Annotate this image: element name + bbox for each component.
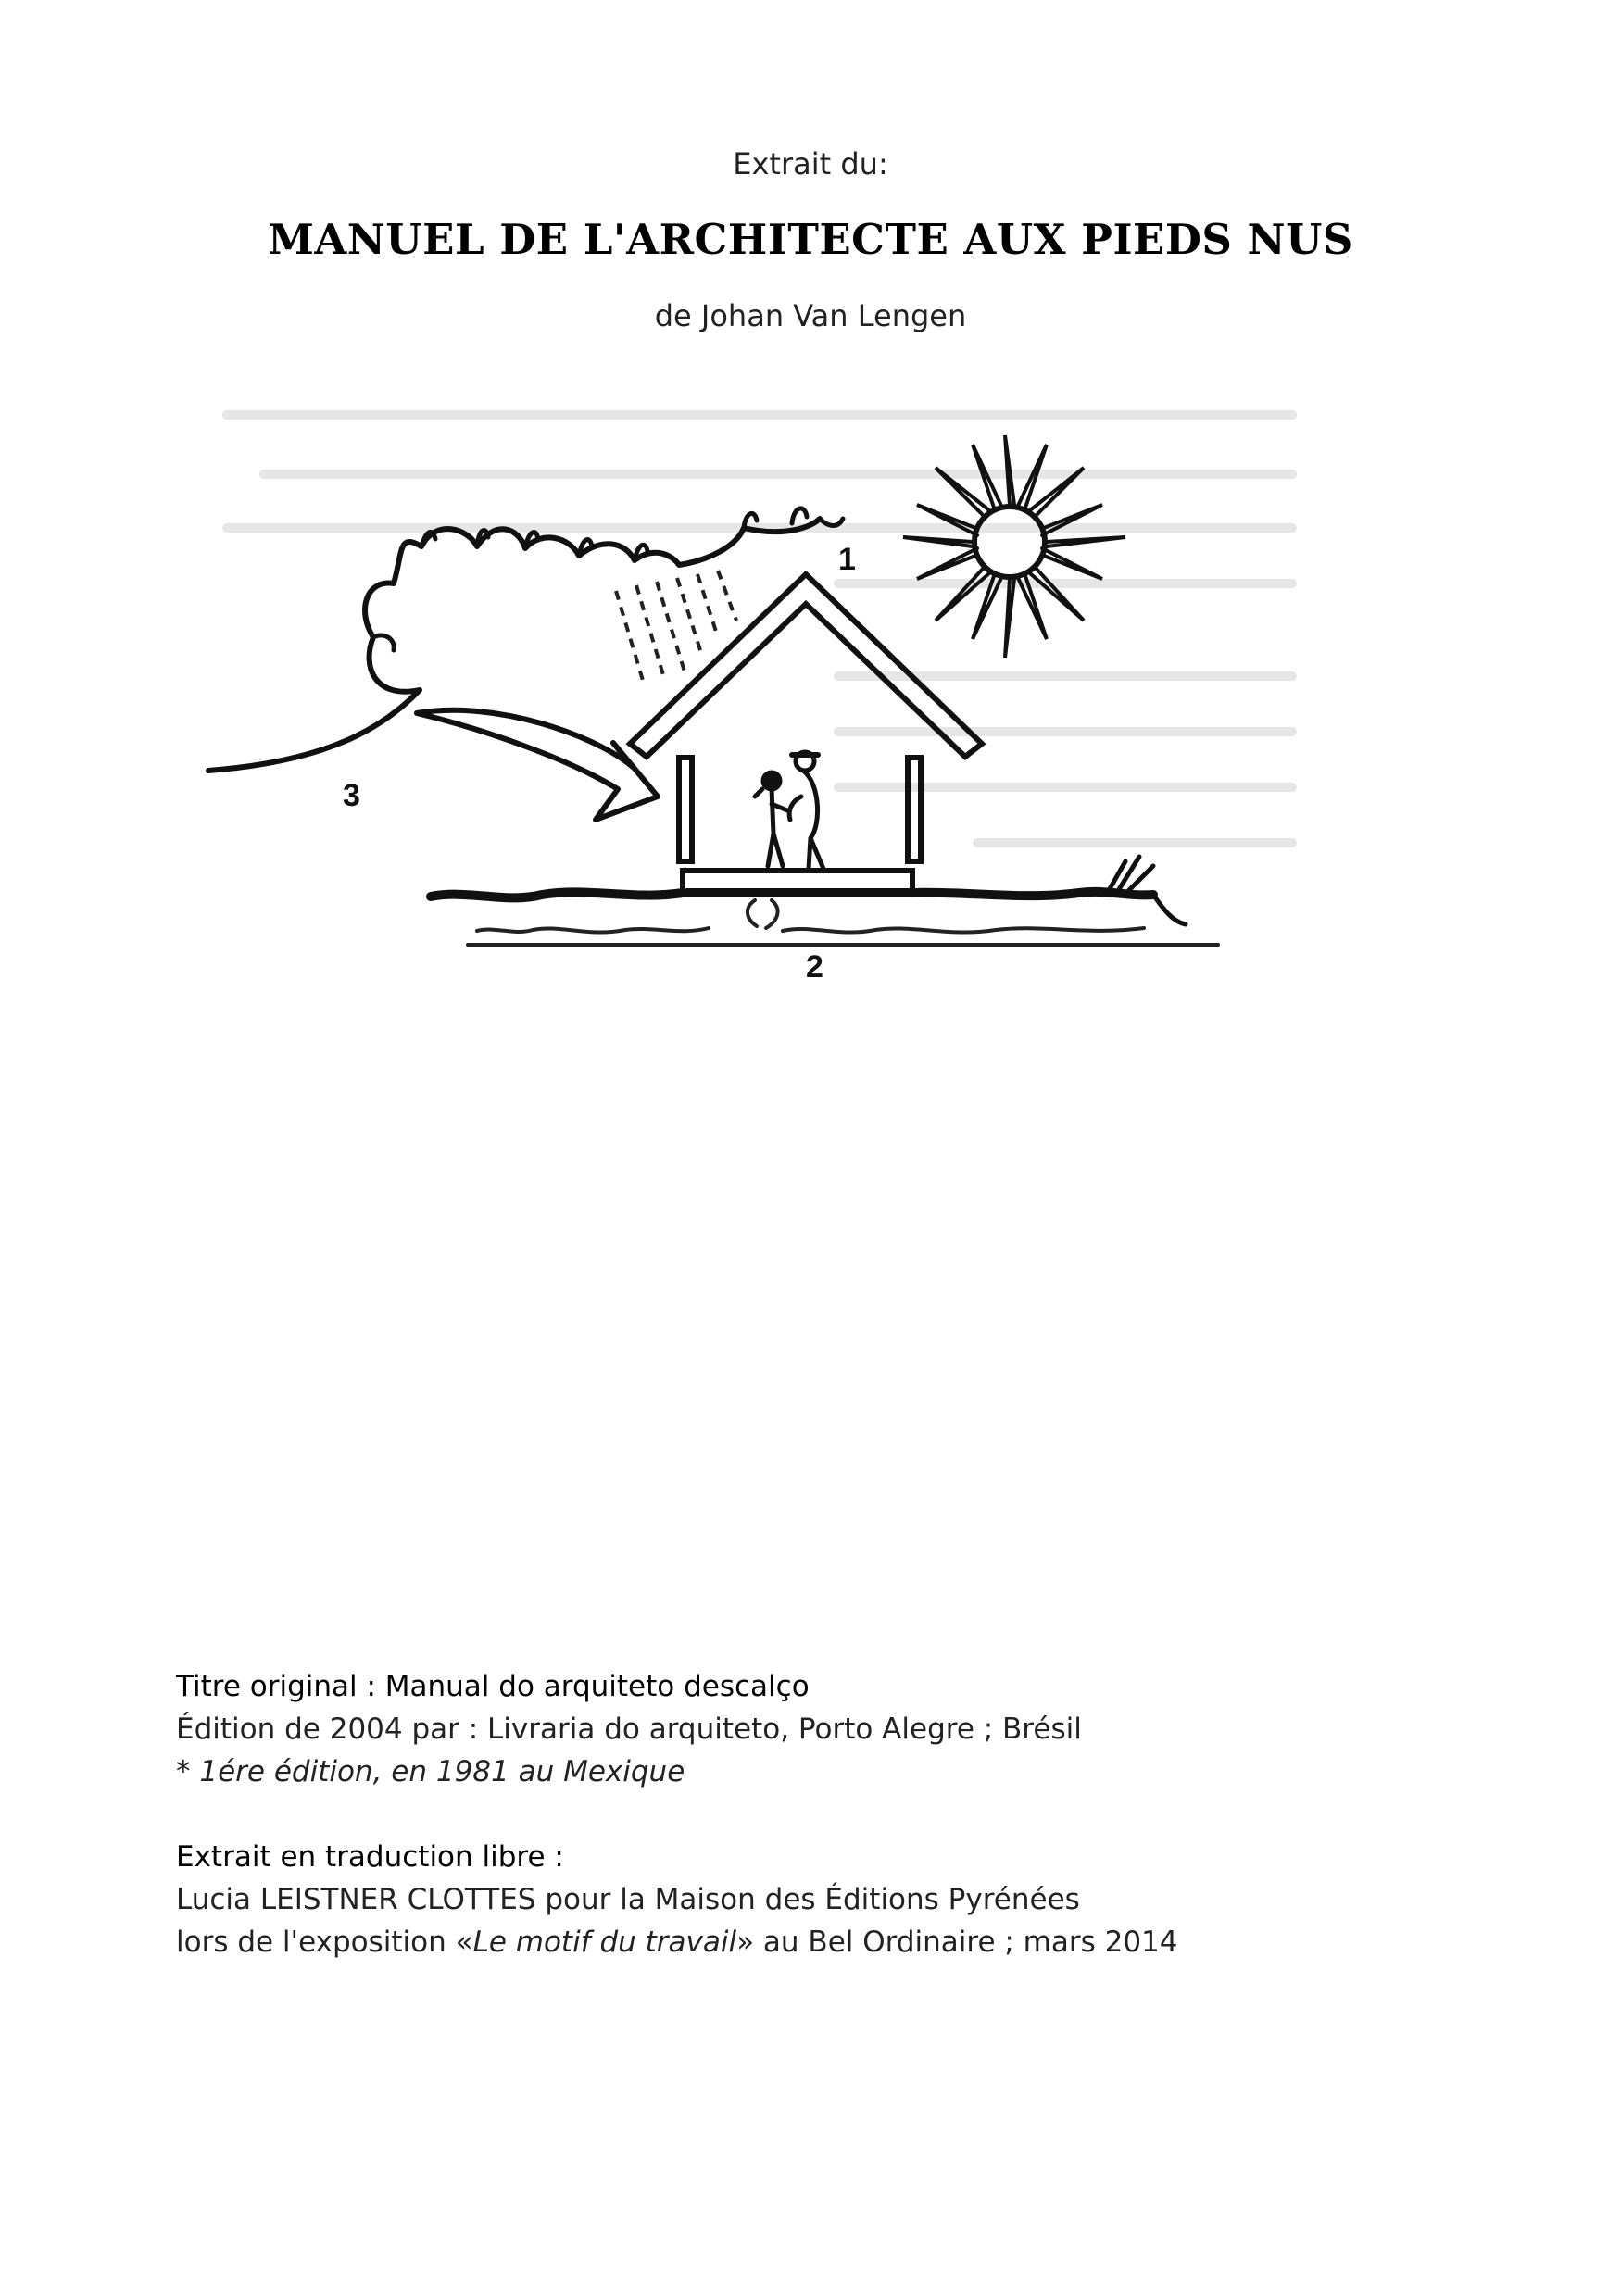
house-climate-illustration	[190, 389, 1315, 1000]
label-2: 2	[806, 949, 823, 985]
water-icon	[468, 900, 1218, 945]
first-edition-line: * 1ére édition, en 1981 au Mexique	[176, 1755, 685, 1788]
rain-icon	[616, 571, 736, 684]
intro-text: Extrait du:	[733, 146, 888, 182]
cloud-icon	[208, 519, 820, 771]
original-title-heading: Titre original : Manual do arquiteto descalço	[176, 1670, 810, 1703]
spacer	[176, 1793, 1473, 1836]
people-icon	[755, 752, 823, 869]
credits-block	[176, 1665, 1473, 1964]
translator-line: Lucia LEISTNER CLOTTES pour la Maison des Éditions Pyrénées	[176, 1883, 1080, 1916]
edition-line: Édition de 2004 par : Livraria do arquiteto, Porto Alegre ; Brésil	[176, 1713, 1082, 1746]
wind-arrow-icon	[417, 710, 658, 820]
ground-icon	[431, 892, 1153, 898]
exhibition-name: Le motif du travail	[472, 1926, 737, 1959]
sun-icon	[903, 435, 1125, 658]
author-line: de Johan Van Lengen	[654, 298, 967, 333]
translation-heading: Extrait en traduction libre :	[176, 1840, 564, 1874]
label-1: 1	[838, 542, 856, 577]
exhibition-line	[176, 1921, 1473, 1964]
exhibition-suffix: » au Bel Ordinaire ; mars 2014	[736, 1926, 1178, 1959]
exhibition-prefix: lors de l'exposition «	[176, 1926, 473, 1959]
label-3: 3	[343, 778, 360, 813]
book-title: MANUEL DE L'ARCHITECTE AUX PIEDS NUS	[268, 215, 1353, 264]
faint-background-texture	[227, 415, 1292, 843]
